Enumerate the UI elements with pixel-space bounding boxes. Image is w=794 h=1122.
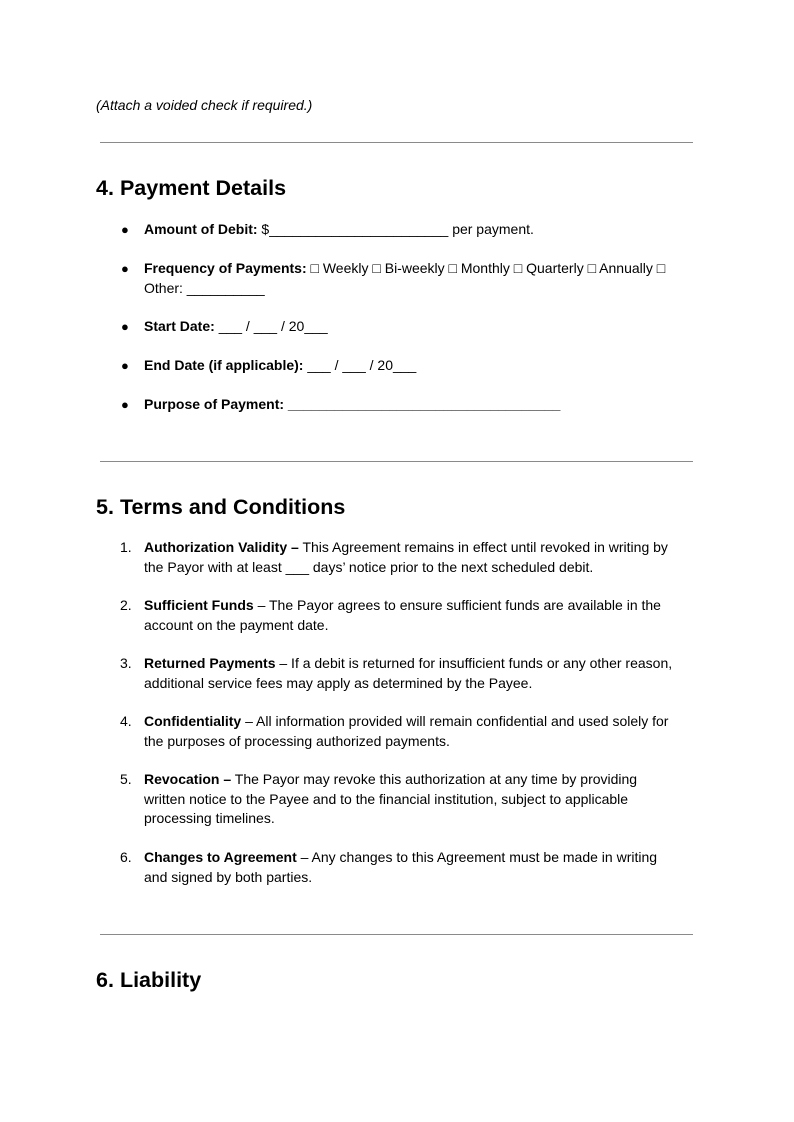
purpose-field: ___________________________________ bbox=[287, 396, 561, 412]
term-text: This Agreement remains in effect until revoked in writing by bbox=[302, 539, 668, 555]
section-title: Payment Details bbox=[119, 176, 287, 200]
section-title: Liability bbox=[119, 968, 202, 992]
start-date-label: Start Date: bbox=[144, 318, 215, 334]
term-text: – Any changes to this Agreement must be made in writing bbox=[300, 849, 658, 865]
term-text: additional service fees may apply as determined by the Payee. bbox=[144, 674, 533, 691]
term-number: 4. bbox=[120, 713, 132, 729]
terms-and-conditions-heading bbox=[96, 494, 345, 520]
term-text: account on the payment date. bbox=[144, 616, 329, 633]
term-text: The Payor may revoke this authorization at any time by providing bbox=[234, 771, 638, 787]
amount-field: $_______________________ bbox=[261, 221, 449, 237]
term-number: 5. bbox=[120, 771, 132, 787]
voided-check-note: (Attach a voided check if required.) bbox=[96, 97, 313, 113]
bullet-icon: ● bbox=[121, 319, 129, 334]
term-text: – If a debit is returned for insufficient funds or any other reason, bbox=[279, 655, 673, 671]
term-title: Changes to Agreement bbox=[144, 849, 297, 865]
term-number: 1. bbox=[120, 539, 132, 555]
term-text: – All information provided will remain confidential and used solely for bbox=[245, 713, 669, 729]
term-text: the purposes of processing authorized payments. bbox=[144, 732, 450, 749]
amount-suffix: per payment. bbox=[452, 221, 534, 237]
term-title: Confidentiality bbox=[144, 713, 242, 729]
liability-heading bbox=[96, 967, 201, 993]
section-number: 4. bbox=[96, 176, 114, 200]
section-number: 5. bbox=[96, 495, 114, 519]
term-text: and signed by both parties. bbox=[144, 868, 313, 885]
bullet-icon: ● bbox=[121, 222, 129, 237]
term-number: 3. bbox=[120, 655, 132, 671]
term-text: – The Payor agrees to ensure sufficient funds are available in the bbox=[257, 597, 661, 613]
end-date-field: ___ / ___ / 20___ bbox=[307, 357, 417, 373]
start-date-field: ___ / ___ / 20___ bbox=[218, 318, 328, 334]
term-text: processing timelines. bbox=[144, 810, 275, 826]
end-date-label: End Date (if applicable): bbox=[144, 357, 304, 373]
term-number: 2. bbox=[120, 597, 132, 613]
term-text: written notice to the Payee and to the financial institution, subject to applicable bbox=[144, 790, 629, 807]
section-title: Terms and Conditions bbox=[119, 495, 346, 519]
section-number: 6. bbox=[96, 968, 114, 992]
term-title: Returned Payments bbox=[144, 655, 276, 671]
frequency-options: □ Weekly □ Bi-weekly □ Monthly □ Quarterly □ Annually □ bbox=[310, 260, 666, 276]
term-number: 6. bbox=[120, 849, 132, 865]
term-text: the Payor with at least ___ days’ notice prior to the next scheduled debit. bbox=[144, 558, 594, 575]
term-title: Sufficient Funds bbox=[144, 597, 254, 613]
term-title: Revocation – bbox=[144, 771, 232, 787]
term-title: Authorization Validity – bbox=[144, 539, 299, 555]
section-divider bbox=[100, 461, 693, 462]
frequency-label: Frequency of Payments: bbox=[144, 260, 307, 276]
section-divider bbox=[100, 142, 693, 143]
bullet-icon: ● bbox=[121, 397, 129, 412]
payment-details-heading bbox=[96, 175, 286, 201]
purpose-label: Purpose of Payment: bbox=[144, 396, 285, 412]
bullet-icon: ● bbox=[121, 261, 129, 276]
frequency-other-field: Other: __________ bbox=[144, 279, 265, 296]
bullet-icon: ● bbox=[121, 358, 129, 373]
amount-label: Amount of Debit: bbox=[144, 221, 258, 237]
section-divider bbox=[100, 934, 693, 935]
